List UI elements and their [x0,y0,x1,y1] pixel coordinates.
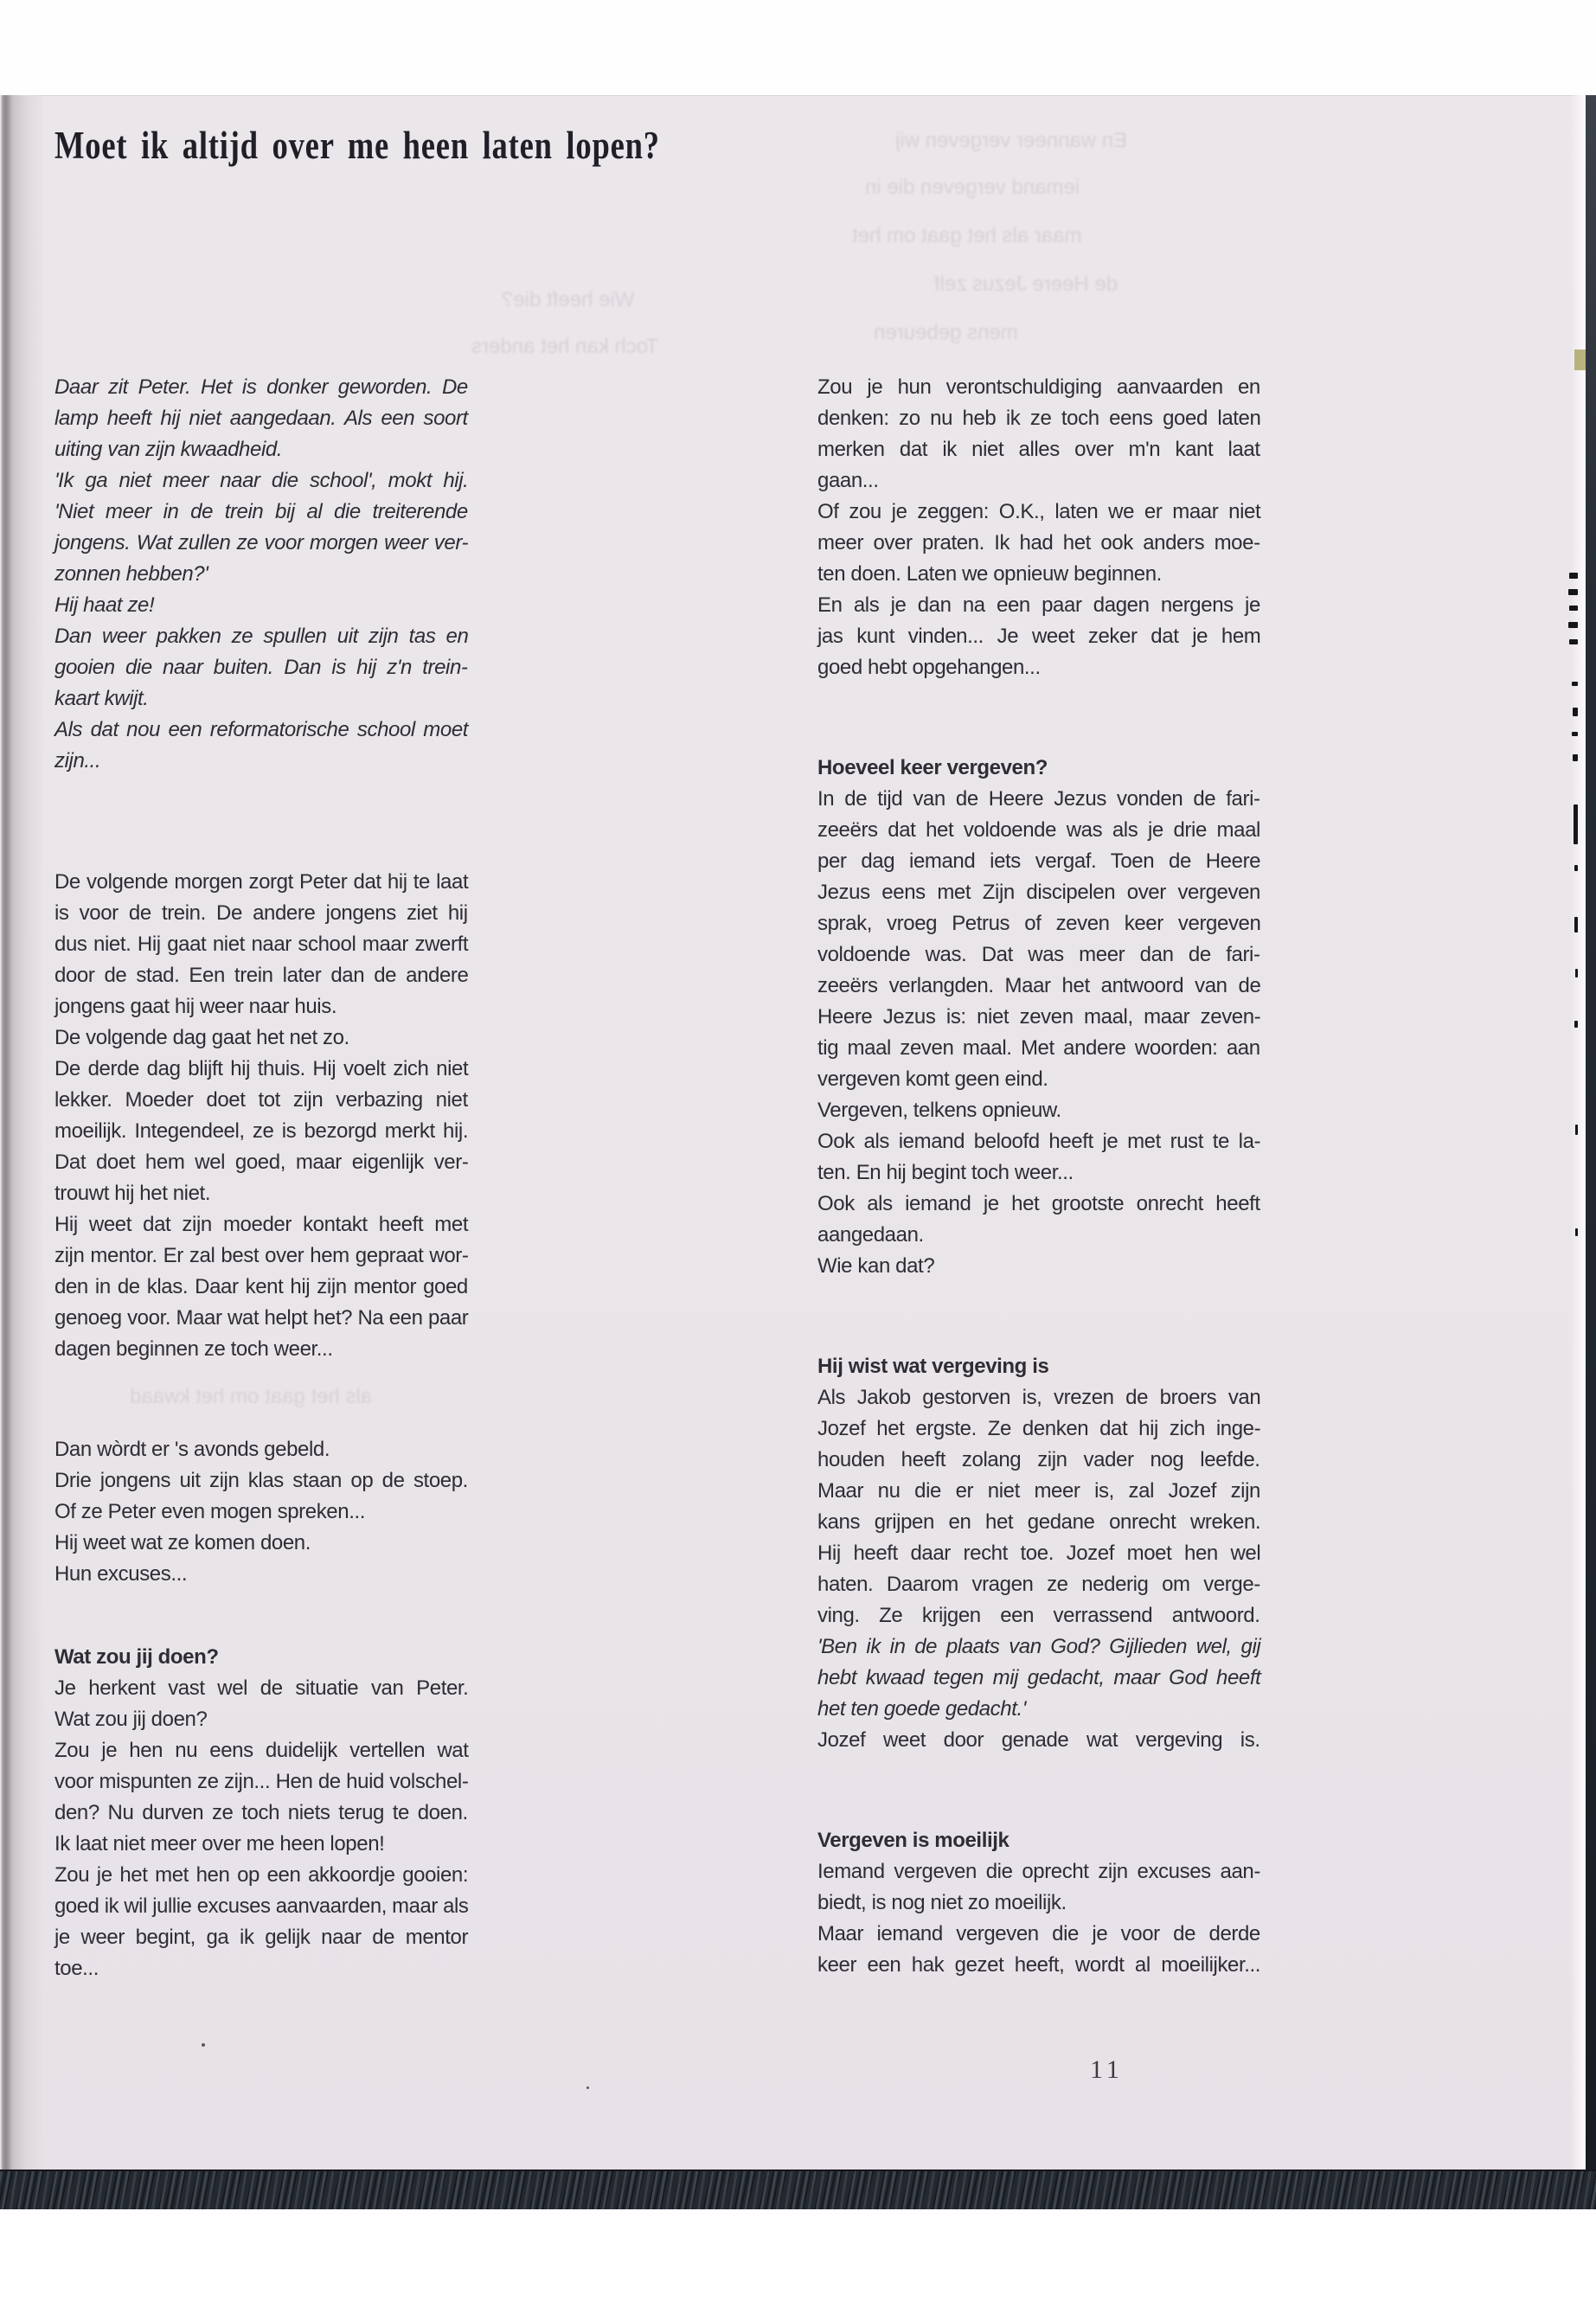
text-line: jas kunt vinden... Je weet zeker dat je hem [817,625,1261,648]
text-line: Hij weet dat zijn moeder kontakt heeft met [54,1213,469,1236]
text-line: Hij haat ze! [54,593,155,617]
page-edge-mark [1574,804,1578,844]
text-line: Of zou je zeggen: O.K., laten we er maar niet [817,500,1261,523]
text-line: zijn... [54,749,101,772]
bleed-through-line: En wanneer vergeven wij [895,129,1128,152]
text-line: zijn mentor. Er zal best over hem gepraat wor- [54,1244,469,1267]
text-column-right [817,372,1260,1981]
text-line: biedt, is nog niet zo moeilijk. [817,1891,1067,1914]
text-line: Hij heeft daar recht toe. Jozef moet hen wel [817,1541,1261,1565]
paragraph [817,784,1260,1282]
section-heading: Hij wist wat vergeving is [817,1355,1049,1378]
text-line: vergeven komt geen eind. [817,1067,1048,1091]
paragraph [54,867,468,1365]
paragraph [54,1673,468,1984]
text-line: Drie jongens uit zijn klas staan op de stoep. [54,1469,468,1492]
text-line: Daar zit Peter. Het is donker geworden. De [54,375,468,399]
text-line: genoeg voor. Maar wat helpt het? Na een paar [54,1306,469,1330]
scan-margin-bottom [0,2209,1596,2301]
text-line: Je herkent vast wel de situatie van Peter. [54,1676,469,1700]
bleed-through-line: maar als het gaat om het [852,224,1082,247]
text-line: ten doen. Laten we opnieuw beginnen. [817,562,1162,586]
text-line: door de stad. Een trein later dan de andere [54,964,469,987]
text-line: moeilijk. Integendeel, ze is bezorgd merkt hij. [54,1119,469,1143]
text-line: keer een hak gezet heeft, wordt al moeilijker... [817,1953,1261,1977]
text-line: goed hebt opgehangen... [817,656,1041,679]
page-edge-mark [1575,1125,1578,1135]
text-line: De volgende dag gaat het net zo. [54,1026,349,1049]
scan-margin-top [0,0,1596,95]
paragraph [817,372,1260,683]
bleed-through-line: mens gebeuren [874,321,1018,344]
text-line: lamp heeft hij niet aangedaan. Als een soort [54,407,468,430]
text-line: Zou je het met hen op een akkoordje gooien: [54,1863,469,1887]
page-edge-mark [1573,708,1578,716]
text-line: voor mispunten ze zijn... Hen de huid volschel- [54,1770,469,1793]
text-line: kans grijpen en het gedane onrecht wreken. [817,1510,1261,1534]
paragraph [817,1856,1260,1981]
text-line: voldoende was. Dat was meer dan de fari- [817,943,1260,966]
edge-color-patch [1574,349,1586,370]
page-edge-mark [1569,639,1578,644]
text-line: Jozef weet door genade wat vergeving is. [817,1728,1260,1752]
text-line: den in de klas. Daar kent hij zijn mentor goed [54,1275,468,1298]
text-line: Hij weet wat ze komen doen. [54,1531,311,1554]
page-edge-mark [1575,1228,1578,1236]
page-spine-shadow [0,95,45,2170]
text-line: ving. Ze krijgen een verrassend antwoord. [817,1604,1260,1627]
text-line: goed ik wil jullie excuses aanvaarden, maar als [54,1894,469,1918]
text-line: aangedaan. [817,1223,924,1247]
page-edge-mark [1572,682,1578,686]
bleed-through-line: de Heere Jezus zelf [934,272,1118,296]
text-line: Zou je hen nu eens duidelijk vertellen wat [54,1739,469,1762]
book-pages-edge [1586,95,1596,2170]
text-line: De derde dag blijft hij thuis. Hij voelt zich niet [54,1057,469,1080]
text-line: Jozef het ergste. Ze denken dat hij zich inge- [817,1417,1261,1440]
text-line: In de tijd van de Heere Jezus vonden de fari- [817,787,1260,811]
text-line: 'Ik ga niet meer naar die school', mokt hij. [54,469,469,492]
text-line: Als Jakob gestorven is, vrezen de broers van [817,1386,1261,1409]
text-line: Vergeven, telkens opnieuw. [817,1099,1061,1122]
page-edge-highlight [1570,95,1586,2170]
text-line: zeeërs verlangden. Maar het antwoord van de [817,974,1261,997]
book-cover-strip [0,2170,1596,2209]
text-line: het ten goede gedacht.' [817,1697,1026,1721]
text-line: jongens gaat hij weer naar huis. [54,995,337,1018]
text-line: gaan... [817,469,879,492]
text-line: Dan weer pakken ze spullen uit zijn tas en [54,625,469,648]
text-line: Dat doet hem wel goed, maar eigenlijk ver- [54,1150,469,1174]
text-line: En als je dan na een paar dagen nergens je [817,593,1260,617]
dust-speck [202,2043,205,2047]
paragraph [54,1434,468,1590]
text-line: Maar iemand vergeven die je voor de derde [817,1922,1260,1945]
text-line: Jezus eens met Zijn discipelen over vergeven [817,881,1260,904]
text-line: haten. Daarom vragen ze nederig om verge- [817,1573,1260,1596]
text-line: Wat zou jij doen? [54,1708,208,1731]
text-line: Maar nu die er niet meer is, zal Jozef zijn [817,1479,1260,1503]
text-line: Ook als iemand je het grootste onrecht heeft [817,1192,1260,1215]
text-line: merken dat ik niet alles over m'n kant laat [817,438,1260,461]
text-line: uiting van zijn kwaadheid. [54,438,283,461]
bleed-through-line: als het gaat om het kwaad [130,1385,373,1408]
section-heading: Wat zou jij doen? [54,1645,219,1669]
text-line: Wie kan dat? [817,1254,935,1278]
text-line: den? Nu durven ze toch niets terug te doen. [54,1801,468,1824]
text-line: houden heeft zolang zijn vader nog leefde. [817,1448,1260,1471]
text-line: Hun excuses... [54,1562,188,1586]
section-heading: Hoeveel keer vergeven? [817,756,1048,779]
text-column-left [54,372,468,1984]
text-line: per dag iemand iets vergaf. Toen de Heere [817,849,1261,873]
text-line: tig maal zeven maal. Met andere woorden: aan [817,1036,1260,1060]
section-heading: Vergeven is moeilijk [817,1829,1010,1852]
text-line: kaart kwijt. [54,687,149,710]
bleed-through-line: Wie heeft die? [502,288,635,311]
text-line: Als dat nou een reformatorische school moet [54,718,469,741]
text-line: 'Ben ik in de plaats van God? Gijlieden wel, gij [817,1635,1261,1658]
text-line: Dan wòrdt er 's avonds gebeld. [54,1438,330,1461]
text-line: zeeërs dat het voldoende was als je drie maal [817,818,1260,842]
text-line: sprak, vroeg Petrus of zeven keer vergeven [817,912,1261,935]
page-number: 11 [1090,2055,1124,2084]
paragraph [54,372,468,777]
text-line: dagen beginnen ze toch weer... [54,1337,333,1361]
page-paper [0,95,1586,2170]
text-line: lekker. Moeder doet tot zijn verbazing niet [54,1088,468,1112]
text-line: Iemand vergeven die oprecht zijn excuses aan- [817,1860,1260,1883]
text-line: is voor de trein. De andere jongens ziet hij [54,901,468,925]
page-edge-mark [1574,917,1578,933]
text-line: meer over praten. Ik had het ook anders moe- [817,531,1260,554]
page-edge-mark [1569,606,1578,611]
page-edge-mark [1572,732,1578,736]
text-line: zonnen hebben?' [54,562,208,586]
text-line: Heere Jezus is: niet zeven maal, maar zeven- [817,1005,1261,1029]
text-line: trouwt hij het niet. [54,1182,211,1205]
text-line: Of ze Peter even mogen spreken... [54,1500,365,1523]
article-title: Moet ik altijd over me heen laten lopen? [54,124,660,167]
bleed-through-line: iemand vergeven die in [865,176,1080,199]
text-line: De volgende morgen zorgt Peter dat hij te laat [54,870,469,894]
page-edge-mark [1574,865,1578,871]
bleed-through-line: Toch kan het anders [471,335,659,358]
page-edge-mark [1569,573,1578,579]
text-line: toe... [54,1957,99,1980]
text-line: je weer begint, ga ik gelijk naar de mentor [54,1926,469,1949]
text-line: Ook als iemand beloofd heeft je met rust te la- [817,1130,1261,1153]
dust-speck [586,2086,589,2089]
page-edge-mark [1574,1021,1578,1028]
text-line: Zou je hun verontschuldiging aanvaarden en [817,375,1260,399]
text-line: 'Niet meer in de trein bij al die treiterende [54,500,468,523]
text-line: denken: zo nu heb ik ze toch eens goed laten [817,407,1261,430]
page-edge-mark [1568,589,1578,595]
text-line: hebt kwaad tegen mij gedacht, maar God heeft [817,1666,1261,1689]
page-edge-mark [1568,622,1578,628]
text-line: jongens. Wat zullen ze voor morgen weer ver- [54,531,469,554]
text-line: Ik laat niet meer over me heen lopen! [54,1832,385,1856]
page-edge-mark [1575,969,1578,977]
text-line: ten. En hij begint toch weer... [817,1161,1074,1184]
paragraph [817,1382,1260,1756]
text-line: dus niet. Hij gaat niet naar school maar zwerft [54,933,469,956]
text-line: gooien die naar buiten. Dan is hij z'n trein- [54,656,468,679]
page-edge-mark [1573,754,1578,761]
